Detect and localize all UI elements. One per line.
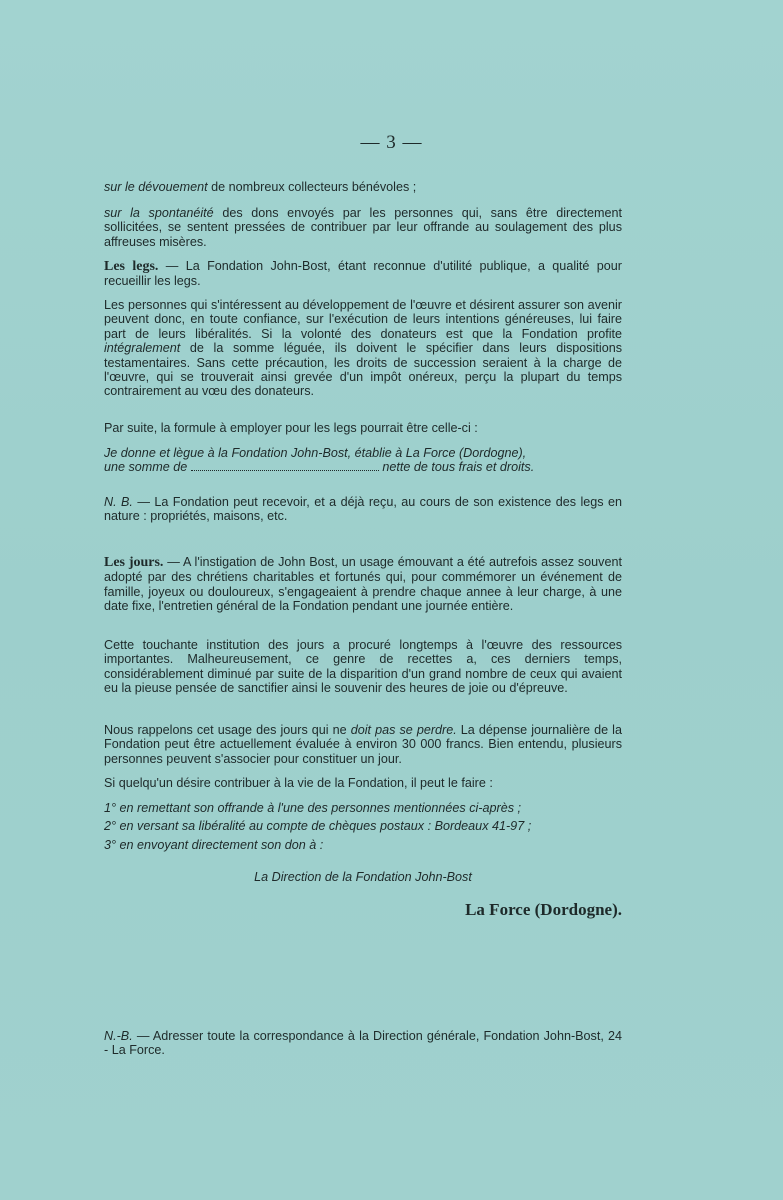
contribution-list — [104, 801, 622, 852]
paragraph-text: Nous rappelons cet usage des jours qui ne — [104, 723, 351, 737]
paragraph-contribuer — [104, 776, 622, 790]
paragraph-rappel — [104, 723, 622, 766]
italic-lead: sur le dévouement — [104, 180, 208, 194]
section-legs — [104, 259, 622, 289]
paragraph-formule — [104, 421, 622, 435]
paragraph-institution — [104, 638, 622, 696]
note-label: N.-B. — [104, 1029, 133, 1043]
direction-line — [104, 870, 622, 884]
paragraph-text: Par suite, la formule à employer pour les legs pourrait être celle-ci : — [104, 421, 478, 435]
formula-text: nette de tous frais et droits. — [382, 460, 535, 475]
list-item: 3° en envoyant directement son don à : — [104, 837, 324, 852]
paragraph-text: — A l'instigation de John Bost, un usage émouvant a été autrefois assez souvent adopté par des chrétiens charitables et fortunés qui, pour commémorer un événement de famille, joyeux ou douloureux, s'engageaient à prendre chaque annee à leur charge, à une date fixe, l'entretien général de la Fondation pendant une journée entière. — [104, 555, 622, 614]
paragraph-text: — La Fondation John-Bost, étant reconnue d'utilité publique, a qualité pour recueillir les legs. — [104, 259, 622, 289]
formula-line-1: Je donne et lègue à la Fondation John-Bost, établie à La Force (Dordogne), — [104, 446, 527, 460]
paragraph-text: des dons envoyés par les personnes qui, sans être directement sollicitées, se sentent pressées de contribuer par leur offrande au soulagement des plus affreuses misères. — [104, 206, 623, 249]
note-text: — La Fondation peut recevoir, et a déjà reçu, au cours de son existence des legs en nature : propriétés, maisons, etc. — [104, 495, 622, 524]
italic-lead: sur la spontanéité — [104, 206, 214, 220]
note-correspondance — [104, 1029, 622, 1058]
formula-line-2 — [104, 460, 622, 474]
note-label: N. B. — [104, 495, 133, 509]
legs-formula — [104, 446, 622, 475]
note-text: — Adresser toute la correspondance à la Direction générale, Fondation John-Bost, 24 - La Force. — [104, 1029, 622, 1058]
blank-amount-line — [191, 460, 379, 471]
list-item: 1° en remettant son offrande à l'une des personnes mentionnées ci-après ; — [104, 801, 521, 815]
section-heading-legs: Les legs. — [104, 259, 159, 274]
paragraph-text: Les personnes qui s'intéressent au développement de l'œuvre et désirent assurer son avenir peuvent donc, en toute confiance, sur l'exécution de leurs intentions généreuses, lui faire part de leurs libéralités. Si la volonté des donateurs est que la Fondation profite — [104, 298, 622, 341]
section-jours — [104, 555, 622, 614]
italic-phrase: doit pas se perdre. — [350, 723, 457, 737]
paragraph-spontaneite — [104, 206, 622, 249]
formula-text: une somme de — [104, 460, 188, 475]
list-item: 2° en versant sa libéralité au compte de chèques postaux : Bordeaux 41-97 ; — [104, 819, 532, 834]
paragraph-liberalites — [104, 298, 622, 399]
page-number: — 3 — — [360, 132, 423, 153]
paragraph-text: Cette touchante institution des jours a procuré longtemps à l'œuvre des ressources importantes. Malheureusement, ce genre de recettes a, ces derniers temps, considérablement diminué par suite de la disparition d'un grand nombre de ceux qui avaient eu la pieuse pensée de sanctifier ainsi le souvenir des heures de joie ou d'épreuve. — [104, 638, 622, 696]
note-legs-nature — [104, 495, 622, 524]
paragraph-text: de nombreux collecteurs bénévoles ; — [207, 180, 417, 194]
paragraph-text-cont: de la somme léguée, ils doivent le spécifier dans leurs dispositions testamentaires. Sans cette précaution, les droits de succession seraient à la charge de l'œuvre, qui se trouverait ainsi grevée d'un impôt onéreux, perçu la plupart du temps contrairement au vœu des donateurs. — [104, 341, 622, 399]
italic-word: intégralement — [104, 341, 181, 356]
paragraph-text-cont: La dépense journalière de la Fondation peut être actuellement évaluée à environ 30 000 francs. Bien entendu, plusieurs personnes peuvent s'associer pour constituer un jour. — [104, 723, 622, 766]
direction-text: La Direction de la Fondation John-Bost — [254, 870, 472, 884]
place-text: La Force (Dordogne). — [465, 900, 622, 919]
paragraph-devouement — [104, 180, 622, 194]
section-heading-jours: Les jours. — [104, 555, 164, 570]
place-line — [104, 900, 622, 919]
paragraph-text: Si quelqu'un désire contribuer à la vie de la Fondation, il peut le faire : — [104, 776, 493, 790]
